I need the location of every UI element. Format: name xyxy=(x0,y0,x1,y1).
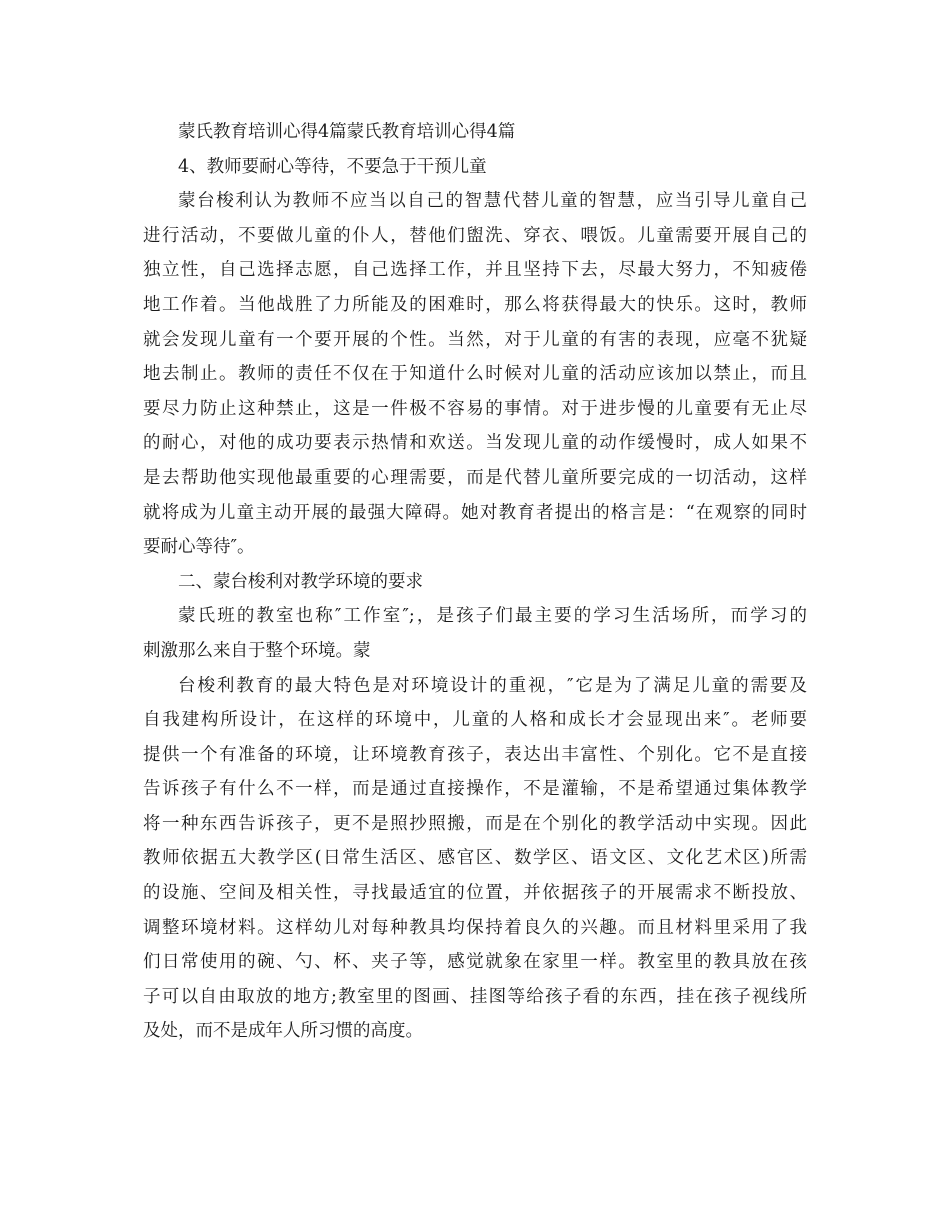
paragraph-2 xyxy=(143,599,807,668)
paragraph-line: 自我建构所设计，在这样的环境中，儿童的人格和成长才会显现出来″。老师要 xyxy=(143,710,807,731)
paragraph-line: 蒙台梭利认为教师不应当以自己的智慧代替儿童的智慧，应当引导儿童自己 xyxy=(178,191,807,212)
paragraph-line: 教师依据五大教学区(日常生活区、感官区、数学区、语文区、文化艺术区)所需 xyxy=(143,848,807,869)
paragraph-line: 独立性，自己选择志愿，自己选择工作，并且坚持下去，尽最大努力，不知疲倦 xyxy=(143,260,807,281)
section-heading-4: 4、教师要耐心等待，不要急于干预儿童 xyxy=(178,156,487,177)
paragraph-line: 就将成为儿童主动开展的最强大障碍。她对教育者提出的格言是：“在观察的同时 xyxy=(143,502,807,523)
paragraph-line: 将一种东西告诉孩子，更不是照抄照搬，而是在个别化的教学活动中实现。因此 xyxy=(143,813,807,834)
paragraph-line: 提供一个有准备的环境，让环境教育孩子，表达出丰富性、个别化。它不是直接 xyxy=(143,744,807,765)
paragraph-line: 们日常使用的碗、勺、杯、夹子等，感觉就象在家里一样。教室里的教具放在孩 xyxy=(143,952,807,973)
paragraph-line: 进行活动，不要做儿童的仆人，替他们盥洗、穿衣、喂饭。儿童需要开展自己的 xyxy=(143,225,807,246)
paragraph-1 xyxy=(143,184,807,565)
paragraph-line: 的设施、空间及相关性，寻找最适宜的位置，并依据孩子的开展需求不断投放、 xyxy=(143,883,807,904)
paragraph-line: 调整环境材料。这样幼儿对每种教具均保持着良久的兴趣。而且材料里采用了我 xyxy=(143,917,807,938)
paragraph-line: 告诉孩子有什么不一样，而是通过直接操作，不是灌输，不是希望通过集体教学 xyxy=(143,779,807,800)
paragraph-3 xyxy=(143,669,807,1050)
paragraph-line: 地工作着。当他战胜了力所能及的困难时，那么将获得最大的快乐。这时，教师 xyxy=(143,294,807,315)
paragraph-line: 就会发现儿童有一个要开展的个性。当然，对于儿童的有害的表现，应毫不犹疑 xyxy=(143,329,807,350)
document-body xyxy=(143,115,807,1049)
paragraph-line: 要耐心等待″。 xyxy=(143,537,255,558)
paragraph-line: 地去制止。教师的责任不仅在于知道什么时候对儿童的活动应该加以禁止，而且 xyxy=(143,364,807,385)
section-heading-2: 二、蒙台梭利对教学环境的要求 xyxy=(178,571,423,592)
paragraph-line: 台梭利教育的最大特色是对环境设计的重视，″它是为了满足儿童的需要及 xyxy=(178,675,807,696)
paragraph-line: 子可以自由取放的地方;教室里的图画、挂图等给孩子看的东西，挂在孩子视线所 xyxy=(143,986,807,1007)
paragraph-line: 蒙氏班的教室也称″工作室″;，是孩子们最主要的学习生活场所，而学习的 xyxy=(178,606,807,627)
paragraph-line: 刺激那么来自于整个环境。蒙 xyxy=(143,640,371,661)
document-title: 蒙氏教育培训心得4篇蒙氏教育培训心得4篇 xyxy=(178,122,516,142)
paragraph-line: 是去帮助他实现他最重要的心理需要，而是代替儿童所要完成的一切活动，这样 xyxy=(143,467,807,488)
paragraph-line: 要尽力防止这种禁止，这是一件极不容易的事情。对于进步慢的儿童要有无止尽 xyxy=(143,398,807,419)
paragraph-line: 及处，而不是成年人所习惯的高度。 xyxy=(143,1021,423,1042)
paragraph-line: 的耐心，对他的成功要表示热情和欢送。当发现儿童的动作缓慢时，成人如果不 xyxy=(143,433,807,454)
